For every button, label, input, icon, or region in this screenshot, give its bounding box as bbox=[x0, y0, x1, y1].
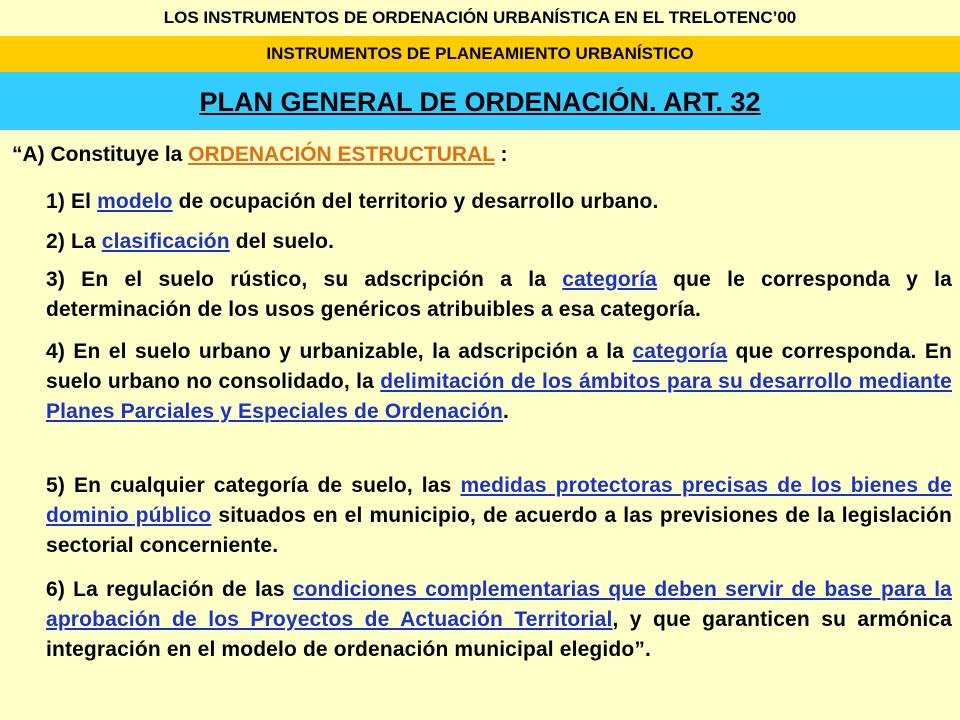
item-2: 2) La clasificación del suelo. bbox=[46, 230, 335, 253]
clasificacion-link[interactable]: clasificación bbox=[101, 230, 230, 253]
ordenacion-estructural-link[interactable]: ORDENACIÓN ESTRUCTURAL bbox=[188, 143, 495, 166]
slide-content bbox=[0, 130, 960, 720]
intro-text: “A) Constituye la bbox=[12, 143, 189, 166]
modelo-link[interactable]: modelo bbox=[97, 190, 173, 213]
slide-title-bar bbox=[0, 72, 960, 130]
slide-title: PLAN GENERAL DE ORDENACIÓN. ART. 32 bbox=[199, 87, 761, 117]
item-1: 1) El modelo de ocupación del territorio y desarrollo urbano. bbox=[46, 190, 659, 213]
item-6: 6) La regulación de las condiciones complementarias que deben servir de base para la aprobación de los Proyectos de Actuación Territorial, y que garanticen su armónica integración en el modelo de ordenación municipal elegido”. bbox=[46, 578, 953, 661]
categoria-link-urbano[interactable]: categoría bbox=[632, 340, 728, 363]
item-5: 5) En cualquier categoría de suelo, las medidas protectoras precisas de los bienes de dominio público situados en el municipio, de acuerdo a las previsiones de la legislación sectorial concerniente. bbox=[46, 474, 953, 557]
item-4: 4) En el suelo urbano y urbanizable, la adscripción a la categoría que corresponda. En suelo urbano no consolidado, la delimitación de los ámbitos para su desarrollo mediante Planes Parciales y Especiales de Ordenación. bbox=[46, 340, 952, 423]
intro-line bbox=[12, 143, 507, 167]
presentation-header: LOS INSTRUMENTOS DE ORDENACIÓN URBANÍSTICA EN EL TRELOTENC’00 bbox=[0, 0, 960, 36]
section-subheader: INSTRUMENTOS DE PLANEAMIENTO URBANÍSTICO bbox=[0, 36, 960, 72]
categoria-link-rustico[interactable]: categoría bbox=[562, 268, 657, 291]
condiciones-complementarias-link[interactable]: condiciones complementarias que deben servir de base para la aprobación de los Proyectos de Actuación Territorial bbox=[46, 578, 953, 631]
item-3: 3) En el suelo rústico, su adscripción a la categoría que le corresponda y la determinación de los usos genéricos atribuibles a esa categoría. bbox=[46, 268, 952, 321]
delimitacion-ambitos-link[interactable]: delimitación de los ámbitos para su desarrollo mediante Planes Parciales y Especiales de Ordenación bbox=[46, 370, 952, 423]
intro-colon: : bbox=[494, 143, 508, 166]
medidas-protectoras-link[interactable]: medidas protectoras precisas de los bienes de dominio público bbox=[46, 474, 953, 527]
